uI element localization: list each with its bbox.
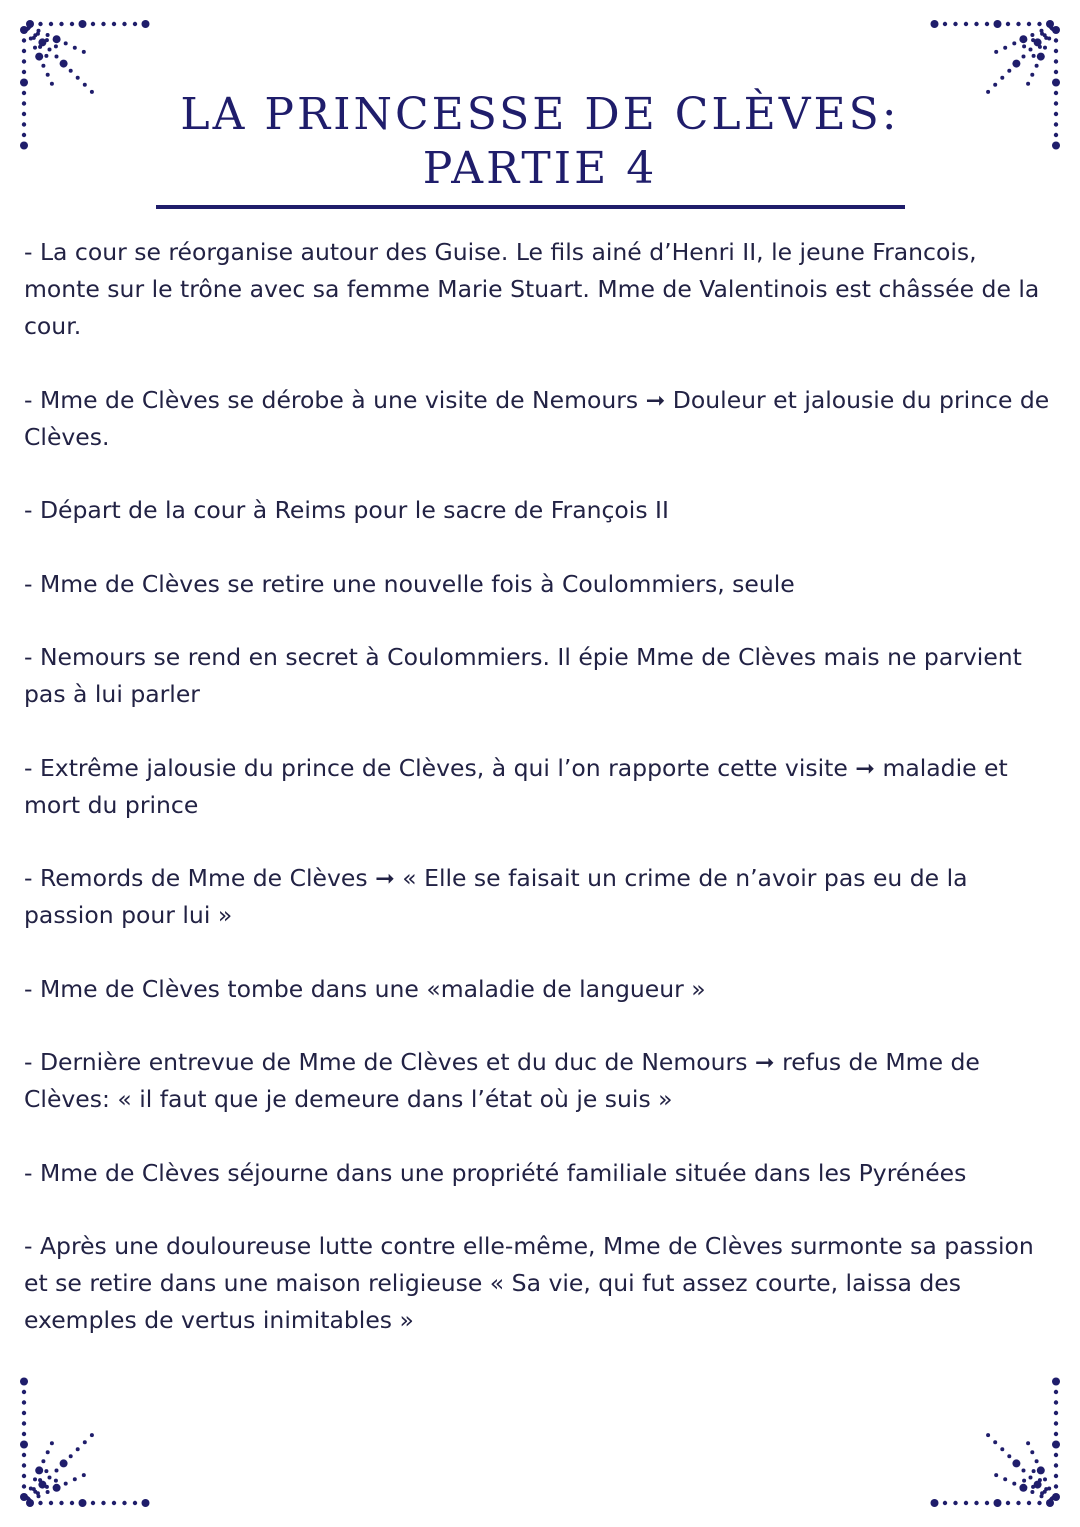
- ornament-dot: [1030, 73, 1034, 77]
- ornament-dot: [22, 49, 26, 53]
- summary-item-7: - Remords de Mme de Clèves ➞ « Elle se faisait un crime de n’avoir pas eu de la passion pour lui »: [24, 864, 968, 929]
- ornament-dot: [22, 1453, 26, 1457]
- ornament-dot: [54, 1479, 58, 1483]
- ornament-dot: [46, 1450, 50, 1454]
- ornament-dot: [1031, 1485, 1035, 1489]
- ornament-dot: [1044, 1487, 1048, 1491]
- ornament-dot: [83, 1440, 87, 1444]
- ornament-dot: [1054, 59, 1058, 63]
- ornament-dot: [953, 22, 957, 26]
- ornament-dot: [33, 1477, 37, 1481]
- ornament-dot: [1054, 1400, 1058, 1404]
- ornament-dot: [1003, 1477, 1007, 1481]
- ornament-dot: [101, 22, 105, 26]
- ornament-dot: [1043, 1477, 1047, 1481]
- summary-item-6: - Extrême jalousie du prince de Clèves, à qui l’on rapporte cette visite ➞ maladie et mort du prince: [24, 753, 1008, 819]
- ornament-dot: [22, 133, 26, 137]
- ornament-dot: [82, 1473, 86, 1477]
- ornament-dot: [1054, 38, 1058, 42]
- ornament-dot: [38, 45, 42, 49]
- ornament-dot: [25, 27, 29, 31]
- ornament-dot: [90, 1433, 94, 1437]
- ornament-dot: [994, 50, 998, 54]
- ornament-dot: [41, 64, 45, 68]
- ornament-dot: [70, 1501, 74, 1505]
- ornament-dot: [1019, 35, 1027, 43]
- ornament-dot: [964, 1501, 968, 1505]
- ornament-dot: [953, 1501, 957, 1505]
- ornament-dot: [69, 69, 73, 73]
- ornament-dot: [994, 1499, 1002, 1507]
- ornament-dot: [22, 59, 26, 63]
- ornament-dot: [1016, 1501, 1020, 1505]
- ornament-dot: [20, 79, 28, 87]
- ornament-dot: [985, 1501, 989, 1505]
- ornament-dot: [36, 1491, 40, 1495]
- ornament-dot: [1003, 46, 1007, 50]
- ornament-dot: [82, 50, 86, 54]
- ornament-dot: [22, 101, 26, 105]
- ornament-dot: [1054, 101, 1058, 105]
- ornament-dot: [25, 1496, 29, 1500]
- ornament-dot: [1054, 133, 1058, 137]
- ornament-dot: [49, 22, 53, 26]
- ornament-dot: [22, 38, 26, 42]
- ornament-dot: [1051, 1496, 1055, 1500]
- ornament-dot: [45, 1485, 49, 1489]
- ornament-dot: [1029, 1476, 1033, 1480]
- ornament-dot: [1007, 69, 1011, 73]
- ornament-dot: [35, 1466, 43, 1474]
- summary-item-3: - Départ de la cour à Reims pour le sacre de François II: [24, 496, 669, 524]
- ornament-dot: [1012, 1482, 1016, 1486]
- ornament-dot: [122, 22, 126, 26]
- ornament-dot: [1051, 27, 1055, 31]
- ornament-dot: [22, 1484, 26, 1488]
- summary-item-2: - Mme de Clèves se dérobe à une visite de Nemours ➞ Douleur et jalousie du prince de Clèves.: [24, 385, 1050, 451]
- ornament-dot: [974, 1501, 978, 1505]
- ornament-dot: [985, 22, 989, 26]
- ornament-dot: [22, 1421, 26, 1425]
- ornament-dot: [1054, 1411, 1058, 1415]
- ornament-dot: [32, 1487, 36, 1491]
- ornament-dot: [122, 1501, 126, 1505]
- ornament-dot: [1016, 22, 1020, 26]
- ornament-dot: [83, 83, 87, 87]
- ornament-dot: [1038, 1478, 1042, 1482]
- ornament-dot: [46, 73, 50, 77]
- ornament-dot: [91, 22, 95, 26]
- ornament-dot: [22, 1463, 26, 1467]
- ornament-dot: [1029, 48, 1033, 52]
- ornament-dot: [1006, 22, 1010, 26]
- ornament-dot: [54, 44, 58, 48]
- ornament-dot: [64, 1482, 68, 1486]
- ornament-dot: [1037, 22, 1041, 26]
- ornament-dot: [44, 1469, 48, 1473]
- ornament-dot: [1052, 1441, 1060, 1449]
- ornament-dot: [36, 32, 40, 36]
- ornament-dot: [943, 22, 947, 26]
- ornament-dot: [32, 36, 36, 40]
- ornament-dot: [1054, 1484, 1058, 1488]
- ornament-dot: [1030, 33, 1034, 37]
- ornament-dot: [1006, 1501, 1010, 1505]
- ornament-dot: [73, 1477, 77, 1481]
- ornament-dot: [1052, 79, 1060, 87]
- ornament-dot: [64, 41, 68, 45]
- ornament-dot: [993, 83, 997, 87]
- ornament-dot: [48, 1476, 52, 1480]
- ornament-dot: [1031, 38, 1035, 42]
- ornament-dot: [1035, 64, 1039, 68]
- ornament-dot: [1007, 1454, 1011, 1458]
- ornament-dot: [112, 22, 116, 26]
- ornament-dot: [101, 1501, 105, 1505]
- dotted-sunburst-icon: [16, 1371, 156, 1511]
- ornament-dot: [22, 1400, 26, 1404]
- ornament-dot: [986, 90, 990, 94]
- ornament-dot: [22, 1411, 26, 1415]
- ornament-dot: [35, 53, 43, 61]
- summary-item-9: - Dernière entrevue de Mme de Clèves et du duc de Nemours ➞ refus de Mme de Clèves: « il faut que je demeure dans l’état où je suis »: [24, 1048, 980, 1113]
- ornament-dot: [1054, 112, 1058, 116]
- ornament-dot: [1052, 1378, 1060, 1386]
- ornament-dot: [974, 22, 978, 26]
- ornament-dot: [1054, 70, 1058, 74]
- ornament-dot: [931, 20, 939, 28]
- ornament-dot: [1037, 53, 1045, 61]
- ornament-dot: [22, 122, 26, 126]
- ornament-dot: [46, 33, 50, 37]
- ornament-dot: [1027, 1501, 1031, 1505]
- summary-item-11: - Après une douloureuse lutte contre elle-même, Mme de Clèves surmonte sa passion et se retire dans une maison religieuse « Sa vie, qui fut assez courte, laissa des exemples de vertus inimitables »: [24, 1232, 1034, 1334]
- ornament-dot: [91, 1501, 95, 1505]
- ornament-dot: [22, 1474, 26, 1478]
- ornament-dot: [142, 20, 150, 28]
- ornament-dot: [1054, 1390, 1058, 1394]
- ornament-dot: [1012, 60, 1020, 68]
- ornament-dot: [1037, 1466, 1045, 1474]
- ornament-dot: [1030, 1490, 1034, 1494]
- ornament-dot: [22, 1390, 26, 1394]
- ornament-dot: [60, 1459, 68, 1467]
- ornament-dot: [69, 1454, 73, 1458]
- summary-item-8: - Mme de Clèves tombe dans une «maladie de langueur »: [24, 974, 706, 1003]
- ornament-dot: [50, 82, 54, 86]
- ornament-dot: [1037, 1501, 1041, 1505]
- ornament-dot: [90, 90, 94, 94]
- ornament-dot: [73, 46, 77, 50]
- ornament-dot: [20, 1441, 28, 1449]
- ornament-dot: [44, 54, 48, 58]
- ornament-dot: [76, 1447, 80, 1451]
- ornament-dot: [79, 1499, 87, 1507]
- ornament-dot: [142, 1499, 150, 1507]
- ornament-dot: [59, 1501, 63, 1505]
- ornament-dot: [22, 91, 26, 95]
- summary-item-10: - Mme de Clèves séjourne dans une propriété familiale située dans les Pyrénées: [24, 1158, 967, 1187]
- ornament-dot: [112, 1501, 116, 1505]
- ornament-dot: [38, 1478, 42, 1482]
- summary-list: [24, 234, 1054, 1376]
- ornament-dot: [1032, 1469, 1036, 1473]
- ornament-dot: [33, 46, 37, 50]
- ornament-dot: [46, 1490, 50, 1494]
- page-title-line-1: LA PRINCESSE DE CLÈVES:: [180, 89, 900, 140]
- ornament-dot: [1035, 1459, 1039, 1463]
- ornament-dot: [1022, 1479, 1026, 1483]
- ornament-dot: [53, 1484, 61, 1492]
- page-title-line-2: PARTIE 4: [422, 143, 658, 194]
- ornament-dot: [1000, 76, 1004, 80]
- dotted-sunburst-icon: [924, 1371, 1064, 1511]
- ornament-dot: [48, 48, 52, 52]
- ornament-dot: [1019, 1484, 1027, 1492]
- ornament-dot: [60, 60, 68, 68]
- ornament-dot: [1012, 41, 1016, 45]
- ornament-dot: [986, 1433, 990, 1437]
- ornament-dot: [22, 112, 26, 116]
- ornament-dot: [20, 142, 28, 150]
- ornament-dot: [1032, 54, 1036, 58]
- ornament-dot: [70, 22, 74, 26]
- ornament-dot: [1030, 1450, 1034, 1454]
- ornament-dot: [1054, 91, 1058, 95]
- ornament-dot: [38, 22, 42, 26]
- ornament-dot: [1052, 142, 1060, 150]
- ornament-dot: [994, 20, 1002, 28]
- ornament-dot: [1012, 1459, 1020, 1467]
- summary-item-5: - Nemours se rend en secret à Coulommiers. Il épie Mme de Clèves mais ne parvient pas à lui parler: [24, 643, 1022, 708]
- ornament-dot: [133, 1501, 137, 1505]
- ornament-dot: [133, 22, 137, 26]
- ornament-dot: [1000, 1447, 1004, 1451]
- ornament-dot: [59, 22, 63, 26]
- ornament-dot: [1054, 1421, 1058, 1425]
- ornament-dot: [1054, 1432, 1058, 1436]
- ornament-dot: [22, 1432, 26, 1436]
- ornament-dot: [1054, 1453, 1058, 1457]
- ornament-dot: [22, 70, 26, 74]
- ornament-dot: [1043, 46, 1047, 50]
- ornament-dot: [55, 55, 59, 59]
- ornament-dot: [49, 1501, 53, 1505]
- ornament-dot: [994, 1473, 998, 1477]
- ornament-dot: [1054, 1463, 1058, 1467]
- ornament-dot: [1038, 45, 1042, 49]
- ornament-dot: [41, 1459, 45, 1463]
- ornament-dot: [964, 22, 968, 26]
- ornament-dot: [1027, 22, 1031, 26]
- ornament-dot: [1044, 36, 1048, 40]
- ornament-dot: [1040, 1491, 1044, 1495]
- ornament-dot: [45, 38, 49, 42]
- ornament-dot: [55, 1469, 59, 1473]
- ornament-dot: [1040, 32, 1044, 36]
- ornament-dot: [53, 35, 61, 43]
- ornament-dot: [1026, 1441, 1030, 1445]
- ornament-dot: [1022, 1469, 1026, 1473]
- ornament-dot: [1054, 1474, 1058, 1478]
- ornament-dot: [50, 1441, 54, 1445]
- ornament-dot: [38, 1501, 42, 1505]
- ornament-dot: [76, 76, 80, 80]
- ornament-dot: [931, 1499, 939, 1507]
- ornament-dot: [1026, 82, 1030, 86]
- ornament-dot: [993, 1440, 997, 1444]
- summary-item-4: - Mme de Clèves se retire une nouvelle fois à Coulommiers, seule: [24, 569, 795, 598]
- summary-item-1: - La cour se réorganise autour des Guise. Le fils ainé d’Henri II, le jeune Francois, monte sur le trône avec sa femme Marie Stuart. Mme de Valentinois est châssée de la cour.: [24, 238, 1040, 340]
- ornament-dot: [943, 1501, 947, 1505]
- title-underline: [156, 205, 905, 209]
- ornament-dot: [1022, 55, 1026, 59]
- page-title: [130, 88, 950, 196]
- ornament-dot: [1022, 44, 1026, 48]
- ornament-dot: [79, 20, 87, 28]
- ornament-dot: [1054, 122, 1058, 126]
- ornament-dot: [1054, 49, 1058, 53]
- ornament-dot: [20, 1378, 28, 1386]
